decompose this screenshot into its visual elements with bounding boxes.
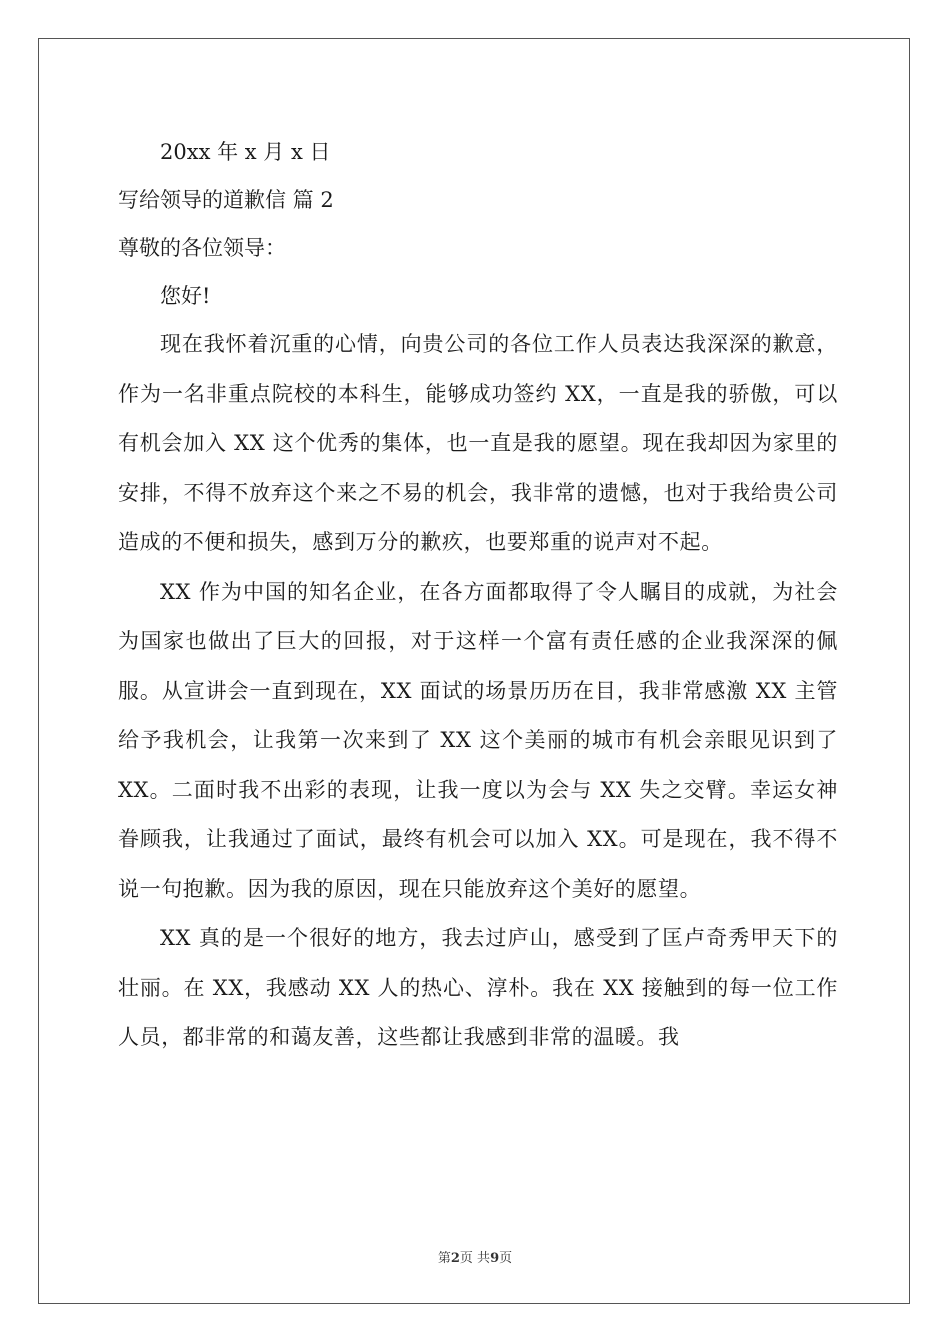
letter-salutation: 尊敬的各位领导： bbox=[118, 236, 286, 260]
paragraph-3: XX 真的是一个很好的地方，我去过庐山，感受到了匡卢奇秀甲天下的壮丽。在 XX，我感动 XX 人的热心、淳朴。我在 XX 接触到的每一位工作人员，都非常的和蔼友善，这些都让我感到非常的温暖。我 bbox=[118, 926, 838, 1049]
page-current-number: 2 bbox=[450, 1251, 460, 1266]
page-footer bbox=[0, 1247, 950, 1266]
page-suffix: 页 bbox=[499, 1251, 513, 1266]
letter-title: 写给领导的道歉信 篇 2 bbox=[118, 188, 334, 212]
document-body bbox=[118, 128, 838, 1063]
page-prefix: 第 bbox=[437, 1251, 451, 1266]
page-mid-text: 页 共 bbox=[459, 1251, 491, 1266]
paragraph-1: 现在我怀着沉重的心情，向贵公司的各位工作人员表达我深深的歉意，作为一名非重点院校的本科生，能够成功签约 XX，一直是我的骄傲，可以有机会加入 XX 这个优秀的集体，也一直是我的愿望。现在我却因为家里的安排，不得不放弃这个来之不易的机会，我非常的遗憾，也对于我给贵公司造成的不便和损失，感到万分的歉疚，也要郑重的说声对不起。 bbox=[118, 332, 838, 554]
paragraph-2: XX 作为中国的知名企业，在各方面都取得了令人瞩目的成就，为社会为国家也做出了巨大的回报，对于这样一个富有责任感的企业我深深的佩服。从宣讲会一直到现在，XX 面试的场景历历在目，我非常感激 XX 主管给予我机会，让我第一次来到了 XX 这个美丽的城市有机会亲眼见识到了 XX。二面时我不出彩的表现，让我一度以为会与 XX 失之交臂。幸运女神眷顾我，让我通过了面试，最终有机会可以加入 XX。可是现在，我不得不说一句抱歉。因为我的原因，现在只能放弃这个美好的愿望。 bbox=[118, 579, 838, 901]
page-total-number: 9 bbox=[490, 1251, 500, 1266]
letter-greeting: 您好! bbox=[160, 284, 211, 308]
letter-date: 20xx 年 x 月 x 日 bbox=[160, 140, 331, 164]
